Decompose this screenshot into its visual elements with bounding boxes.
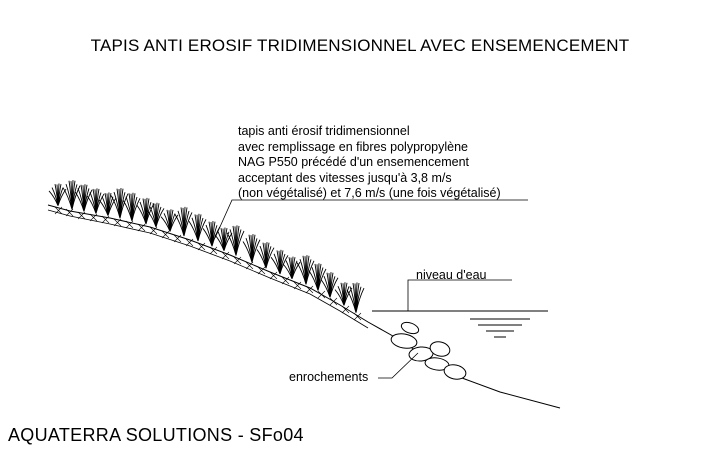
water-level-leader: [408, 280, 512, 311]
footer-label: AQUATERRA SOLUTIONS - SFo04: [8, 425, 304, 445]
grass-tuft: [123, 193, 140, 221]
water-level-label: niveau d'eau: [416, 268, 487, 282]
grass-tuft: [203, 221, 220, 246]
grass-tuft: [297, 255, 314, 284]
callout-line-4: acceptant des vitesses jusqu'à 3,8 m/s: [238, 170, 452, 185]
grass-tuft: [75, 184, 92, 211]
mat-callout-leader: [215, 200, 528, 238]
grass-tuft: [99, 192, 116, 215]
drawing-title: TAPIS ANTI EROSIF TRIDIMENSIONNEL AVEC ENSEMENCEMENT: [90, 36, 630, 55]
grass-tuft: [271, 250, 288, 274]
grass-tuft: [243, 234, 260, 262]
callout-line-3: NAG P550 précédé d'un ensemencement: [238, 155, 469, 169]
water-symbol: [470, 319, 530, 337]
grass-tuft: [309, 263, 326, 290]
callout-line-1: tapis anti érosif tridimensionnel: [238, 124, 410, 138]
grass-tuft: [189, 214, 206, 241]
mat-callout-text: [238, 124, 501, 202]
grass-tuft: [87, 188, 104, 213]
riprap-stones: [390, 320, 467, 381]
grass-tuft: [347, 283, 364, 313]
riprap-label: enrochements: [289, 370, 369, 384]
grass-tuft: [321, 272, 338, 297]
callout-line-5: (non végétalisé) et 7,6 m/s (une fois végétalisé): [238, 186, 501, 200]
grass-tuft: [49, 184, 66, 206]
erosion-mat-hatch: [55, 207, 361, 320]
grass-tuft: [227, 225, 244, 255]
callout-line-2: avec remplissage en fibres polypropylène: [238, 139, 468, 154]
grass-tuft: [111, 188, 128, 218]
grass-tuft: [161, 209, 178, 231]
grass-tuft: [257, 242, 274, 268]
